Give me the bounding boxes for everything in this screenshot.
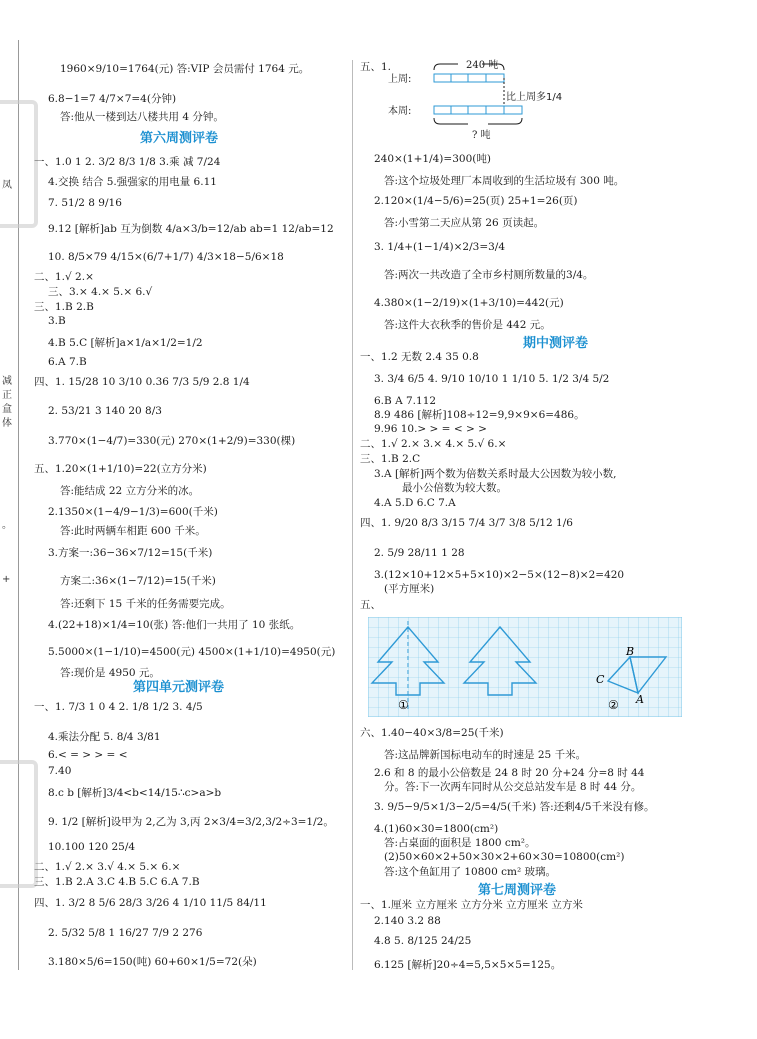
answer-line: 二、1.√ 2.× 3.√ 4.× 5.× 6.× [34, 861, 181, 873]
label-A: A [636, 693, 644, 706]
answer-line: 一、1.0 1 2. 3/2 8/3 1/8 3.乘 减 7/24 [34, 156, 221, 168]
margin-char: 凤 [2, 180, 12, 191]
answer-line: 答:这件大衣秋季的售价是 442 元。 [384, 319, 551, 331]
watermark-stamp-bottom [0, 760, 38, 888]
label-C: C [596, 673, 605, 686]
section-heading: 第六周测评卷 [140, 131, 219, 146]
answer-line: 3.770×(1−4/7)=330(元) 270×(1+2/9)=330(棵) [48, 435, 296, 447]
diagram-more-label: 比上周多1/4 [506, 92, 563, 103]
answer-line: 四、1. 9/20 8/3 3/15 7/4 3/7 3/8 5/12 1/6 [360, 517, 573, 529]
answer-line: 3.(12×10+12×5+5×10)×2−5×(12−8)×2=420 [374, 569, 625, 581]
answer-line: 最小公倍数为较大数。 [402, 482, 507, 494]
answer-line: 2. 5/9 28/11 1 28 [374, 547, 465, 559]
margin-char: 盒 [2, 404, 12, 415]
diagram-bottom-label: ? 吨 [472, 130, 491, 141]
watermark-stamp-top [0, 100, 38, 228]
answer-line: 一、1.厘米 立方厘米 立方分米 立方厘米 立方米 [360, 899, 583, 911]
answer-line: 分。答:下一次两车同时从公交总站发车是 8 时 44 分。 [384, 781, 642, 793]
answer-line: 9. 1/2 [解析]设甲为 2,乙为 3,丙 2×3/4=3/2,3/2÷3=1/2。 [48, 816, 334, 828]
answer-line: 9.96 10.> > = < > > [374, 423, 487, 435]
line-segment-diagram [388, 56, 578, 144]
margin-char: 。 [2, 520, 12, 531]
answer-line: 10. 8/5×79 4/15×(6/7+1/7) 4/3×18−5/6×18 [48, 251, 284, 263]
answer-line: 6.8−1=7 4/7×7=4(分钟) [48, 93, 177, 105]
answer-line: 3. 3/4 6/5 4. 9/10 10/10 1 1/10 5. 1/2 3/4 5/2 [374, 373, 610, 385]
margin-char: 正 [2, 390, 12, 401]
answer-line: 2.6 和 8 的最小公倍数是 24 8 时 20 分+24 分=8 时 44 [374, 767, 645, 779]
answer-line: 答:能结成 22 立方分米的冰。 [60, 485, 200, 497]
answer-line: 答:小雪第二天应从第 26 页读起。 [384, 217, 545, 229]
answer-line: 9.12 [解析]ab 互为倒数 4/a×3/b=12/ab ab=1 12/ab=12 [48, 223, 334, 235]
answer-line: 一、1.2 无数 2.4 35 0.8 [360, 351, 479, 363]
answer-line: 二、1.√ 2.× [34, 271, 94, 283]
answer-line: 2.1350×(1−4/9−1/3)=600(千米) [48, 506, 218, 518]
answer-line: 二、1.√ 2.× 3.× 4.× 5.√ 6.× [360, 438, 507, 450]
answer-line: 3.A [解析]两个数为倍数关系时最大公因数为较小数, [374, 468, 617, 480]
answer-line: 4.A 5.D 6.C 7.A [374, 497, 456, 509]
answer-line: 4.交换 结合 5.强强家的用电量 6.11 [48, 176, 217, 188]
section-heading: 第四单元测评卷 [133, 680, 225, 695]
answer-line: 3. 1/4+(1−1/4)×2/3=3/4 [374, 241, 506, 253]
answer-line: 4.380×(1−2/19)×(1+3/10)=442(元) [374, 297, 564, 309]
answer-line: 答:这个垃圾处理厂本周收到的生活垃圾有 300 吨。 [384, 175, 625, 187]
answer-line: 2. 53/21 3 140 20 8/3 [48, 405, 162, 417]
answer-line: 4.乘法分配 5. 8/4 3/81 [48, 731, 161, 743]
column-divider [352, 60, 353, 970]
grid-figure [368, 617, 682, 717]
answer-line: 6.< = > > = < [48, 749, 128, 761]
section-heading: 第七周测评卷 [478, 883, 557, 898]
answer-line: 三、1.B 2.A 3.C 4.B 5.C 6.A 7.B [34, 876, 200, 888]
answer-line: 答:这个鱼缸用了 10800 cm² 玻璃。 [384, 866, 556, 878]
answer-line: 答:他从一楼到达八楼共用 4 分钟。 [60, 111, 224, 123]
answer-line: 六、1.40−40×3/8=25(千米) [360, 727, 504, 739]
answer-line: 五、 [360, 599, 381, 611]
answer-line: 方案二:36×(1−7/12)=15(千米) [60, 575, 216, 587]
answer-line: 四、1. 15/28 10 3/10 0.36 7/3 5/9 2.8 1/4 [34, 376, 250, 388]
answer-line: 答:这品牌新国标电动车的时速是 25 千米。 [384, 749, 587, 761]
answer-line: 4.(22+18)×1/4=10(张) 答:他们一共用了 10 张纸。 [48, 619, 301, 631]
answer-line: 五、1. [360, 61, 392, 73]
answer-line: 2.120×(1/4−5/6)=25(页) 25+1=26(页) [374, 195, 578, 207]
answer-line: 5.5000×(1−1/10)=4500(元) 4500×(1+1/10)=4950(元) [48, 646, 336, 658]
answer-line: 3.方案一:36−36×7/12=15(千米) [48, 547, 213, 559]
answer-line: 7.40 [48, 765, 72, 777]
answer-line: 答:占桌面的面积是 1800 cm²。 [384, 837, 536, 849]
answer-line: 五、1.20×(1+1/10)=22(立方分米) [34, 463, 207, 475]
answer-line: 4.8 5. 8/125 24/25 [374, 935, 472, 947]
answer-line: (平方厘米) [384, 583, 435, 595]
answer-line: 10.100 120 25/4 [48, 841, 136, 853]
answer-line: 3.B [48, 315, 66, 327]
label-B: B [626, 645, 635, 658]
answer-line: 8.9 486 [解析]108÷12=9,9×9×6=486。 [374, 409, 585, 421]
answer-line: 240×(1+1/4)=300(吨) [374, 153, 491, 165]
answer-line: 4.B 5.C [解析]a×1/a×1/2=1/2 [48, 337, 203, 349]
answer-line: 四、1. 3/2 8 5/6 28/3 3/26 4 1/10 11/5 84/11 [34, 897, 267, 909]
answer-line: 答:现价是 4950 元。 [60, 667, 160, 679]
margin-char: + [2, 574, 11, 585]
answer-line: 2. 5/32 5/8 1 16/27 7/9 2 276 [48, 927, 203, 939]
answer-line: 一、1. 7/3 1 0 4 2. 1/8 1/2 3. 4/5 [34, 701, 203, 713]
answer-line: 答:两次一共改造了全市乡村厕所数量的3/4。 [384, 269, 594, 281]
answer-line: 答:还剩下 15 千米的任务需要完成。 [60, 598, 231, 610]
label-circle-1: ① [398, 698, 409, 712]
answer-line: 答:此时两辆车相距 600 千米。 [60, 525, 206, 537]
answer-line: 6.125 [解析]20÷4=5,5×5×5=125。 [374, 959, 562, 971]
margin-char: 体 [2, 418, 12, 429]
answer-line: 三、1.B 2.C [360, 453, 421, 465]
answer-line: 三、3.× 4.× 5.× 6.√ [48, 286, 153, 298]
answer-line: 6.B A 7.112 [374, 395, 437, 407]
answer-line: 1960×9/10=1764(元) 答:VIP 会员需付 1764 元。 [60, 63, 310, 75]
answer-line: 三、1.B 2.B [34, 301, 94, 313]
diagram-top-label: 240 吨 [466, 60, 499, 71]
diagram-row2-label: 本周: [388, 106, 412, 117]
answer-line: 3. 9/5−9/5×1/3−2/5=4/5(千米) 答:还剩4/5千米没有修。 [374, 801, 655, 813]
section-heading: 期中测评卷 [523, 336, 589, 351]
answer-line: 3.180×5/6=150(吨) 60+60×1/5=72(朵) [48, 956, 257, 968]
answer-line: 7. 51/2 8 9/16 [48, 197, 122, 209]
answer-line: (2)50×60×2+50×30×2+60×30=10800(cm²) [384, 851, 625, 863]
label-circle-2: ② [608, 698, 619, 712]
answer-line: 4.(1)60×30=1800(cm²) [374, 823, 499, 835]
diagram-row1-label: 上周: [388, 74, 412, 85]
answer-line: 6.A 7.B [48, 356, 87, 368]
answer-line: 8.c b [解析]3/4<b<14/15∴c>a>b [48, 787, 222, 799]
answer-line: 2.140 3.2 88 [374, 915, 441, 927]
margin-char: 减 [2, 376, 12, 387]
